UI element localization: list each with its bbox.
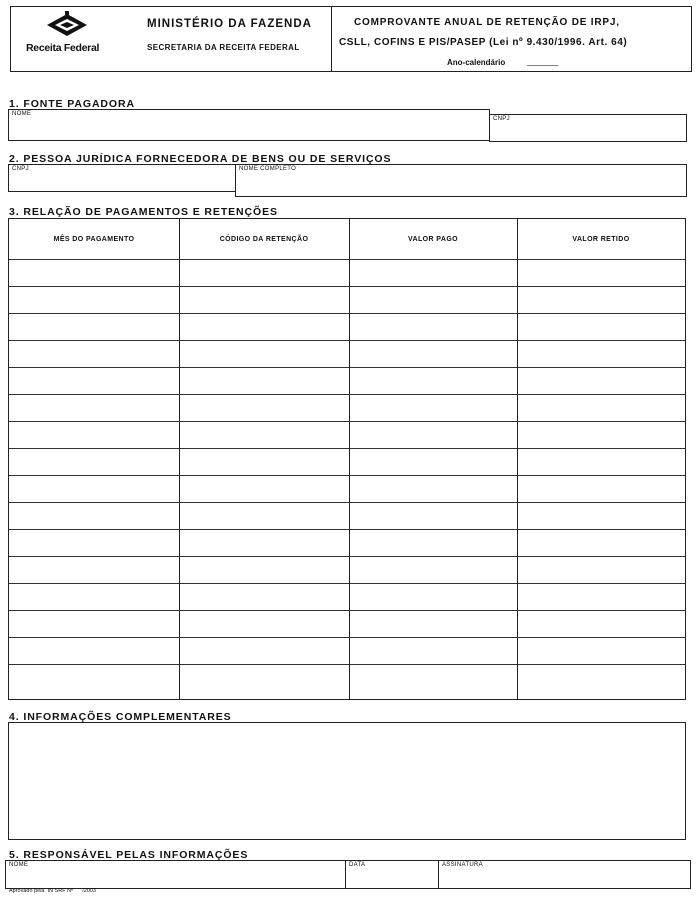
complementary-info-field[interactable] [8,722,686,840]
header-box [10,6,692,72]
supplier-cnpj-field[interactable] [8,164,236,192]
supplier-fullname-label: NOME COMPLETO [239,166,297,172]
year-label: Ano-calendário [447,58,506,67]
supplier-cnpj-label: CNPJ [12,166,29,172]
supplier-fullname-field[interactable] [235,164,687,197]
table-row-divider [9,394,685,395]
responsible-name-label: NOME [9,862,29,868]
column-divider [349,219,350,699]
payments-table [8,218,686,700]
table-row-divider [9,637,685,638]
date-field[interactable] [345,860,439,889]
form-title-line1: COMPROVANTE ANUAL DE RETENÇÃO DE IRPJ, [354,17,620,28]
table-row-divider [9,286,685,287]
section2-title: 2. PESSOA JURÍDICA FORNECEDORA DE BENS OU DE SERVIÇOS [9,153,392,165]
header-divider [331,7,332,71]
table-row-divider [9,502,685,503]
section4-title: 4. INFORMAÇÕES COMPLEMENTARES [9,711,232,723]
table-row-divider [9,259,685,260]
table-row-divider [9,367,685,368]
column-header-payment-month: MÊS DO PAGAMENTO [53,235,135,243]
form-title-line2: CSLL, COFINS E PIS/PASEP (Lei nº 9.430/1996. Art. 64) [339,37,628,48]
table-row-divider [9,556,685,557]
approval-footer: Aprovado pela IN SRF Nº /2003 [9,888,96,894]
column-header-withholding-code: CÓDIGO DA RETENÇÃO [219,235,309,243]
signature-field[interactable] [438,860,691,889]
table-row-divider [9,664,685,665]
payer-cnpj-field[interactable] [489,114,687,142]
ministry-name: MINISTÉRIO DA FAZENDA [147,18,312,30]
year-value[interactable]: _______ [527,57,559,66]
section1-title: 1. FONTE PAGADORA [9,98,135,110]
logo [25,11,115,59]
secretariat-name: SECRETARIA DA RECEITA FEDERAL [147,43,300,52]
logo-text: Receita Federal [26,42,100,54]
column-divider [179,219,180,699]
table-row-divider [9,529,685,530]
table-row-divider [9,448,685,449]
payer-name-field[interactable] [8,109,490,141]
payer-name-label: NOME [12,111,32,117]
column-header-amount-withheld: VALOR RETIDO [572,235,630,243]
table-row-divider [9,340,685,341]
table-row-divider [9,421,685,422]
column-divider [517,219,518,699]
table-row-divider [9,313,685,314]
responsible-name-field[interactable] [5,860,346,889]
column-header-amount-paid: VALOR PAGO [407,235,459,243]
payer-cnpj-label: CNPJ [493,116,510,122]
date-label: DATA [349,862,366,868]
table-row-divider [9,610,685,611]
receita-federal-logo-icon [45,11,89,39]
table-row-divider [9,583,685,584]
section5-title: 5. RESPONSÁVEL PELAS INFORMAÇÕES [9,849,249,861]
section3-title: 3. RELAÇÃO DE PAGAMENTOS E RETENÇÕES [9,206,278,218]
signature-label: ASSINATURA [442,862,483,868]
table-row-divider [9,475,685,476]
